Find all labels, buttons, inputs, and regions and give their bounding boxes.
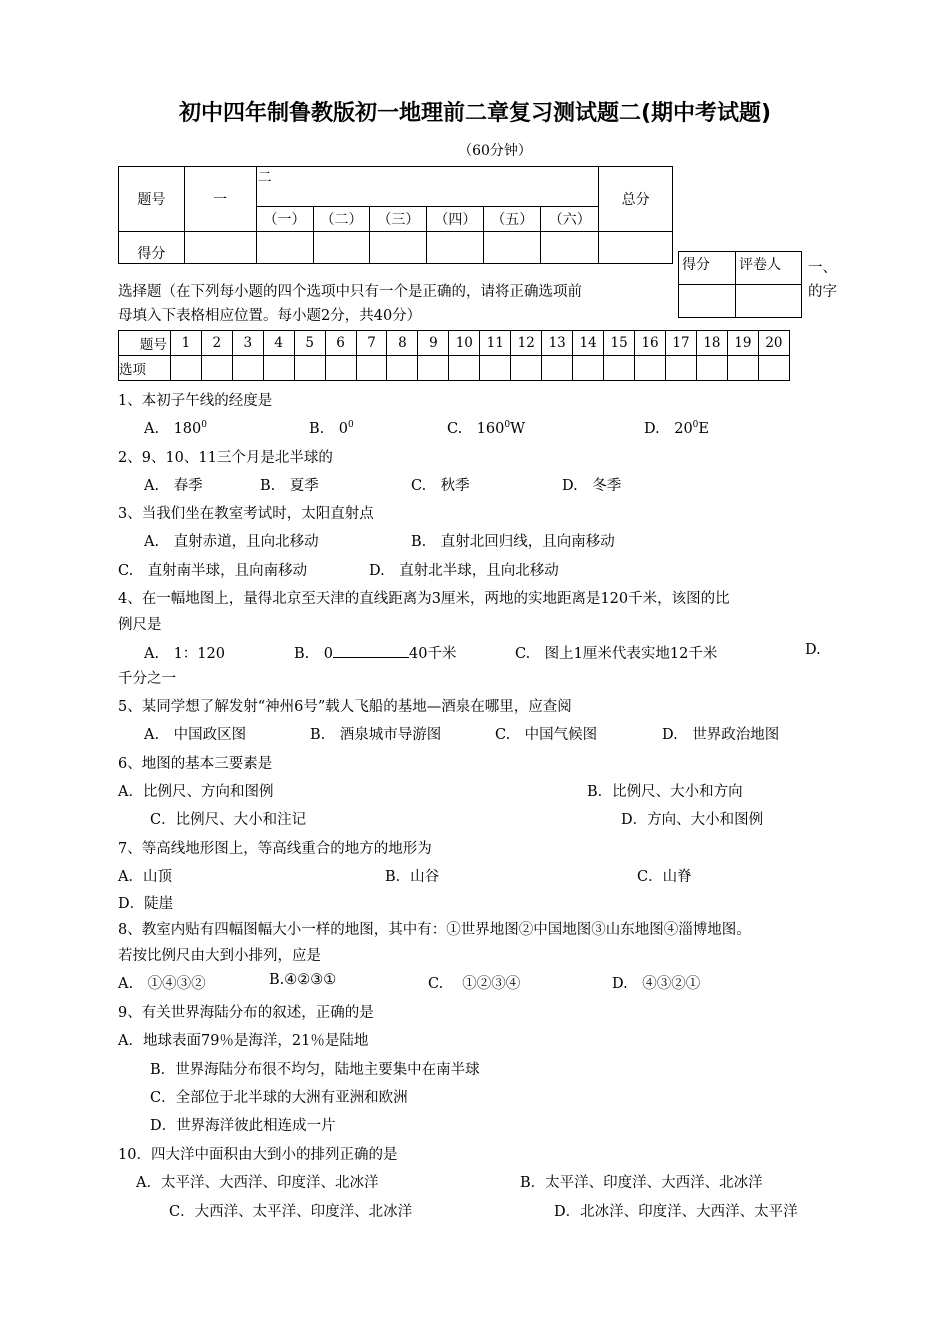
question-3-option-d: D. 直射北半球，且向北移动 xyxy=(369,563,559,579)
answer-table xyxy=(118,330,790,381)
answer-cell[interactable] xyxy=(232,356,263,381)
question-10-option-d: D．北冰洋、印度洋、大西洋、太平洋 xyxy=(554,1204,798,1220)
score-table-sub: （三） xyxy=(370,207,427,232)
answer-number: 7 xyxy=(356,331,387,356)
answer-number: 9 xyxy=(418,331,449,356)
answer-cell[interactable] xyxy=(294,356,325,381)
answer-number: 8 xyxy=(387,331,418,356)
answer-number: 14 xyxy=(573,331,604,356)
section-instruction: 选择题（在下列每小题的四个选项中只有一个是正确的，请将正确选项前 xyxy=(118,284,582,300)
question-10-stem: 10．四大洋中面积由大到小的排列正确的是 xyxy=(118,1147,398,1163)
section-number: 一、 xyxy=(808,260,837,276)
question-6-option-a: A．比例尺、方向和图例 xyxy=(118,784,274,800)
section-instruction: 母填入下表格相应位置。每小题2分，共40分） xyxy=(118,308,422,324)
score-table-sub: （二） xyxy=(313,207,370,232)
question-9-stem: 9、有关世界海陆分布的叙述，正确的是 xyxy=(118,1005,374,1021)
question-2-option-b: B. 夏季 xyxy=(260,478,319,494)
answer-cell[interactable] xyxy=(727,356,758,381)
grader-score-cell[interactable] xyxy=(679,285,736,318)
answer-cell[interactable] xyxy=(573,356,604,381)
question-8-stem: 8、教室内贴有四幅图幅大小一样的地图，其中有：①世界地图②中国地图③山东地图④淄博地图。 xyxy=(118,922,751,938)
question-7-option-d: D．陡崖 xyxy=(118,896,174,912)
question-6-option-c: C．比例尺、大小和注记 xyxy=(150,812,307,828)
score-table-sub: （四） xyxy=(427,207,484,232)
question-3-stem: 3、当我们坐在教室考试时，太阳直射点 xyxy=(118,506,374,522)
question-2-option-d: D. 冬季 xyxy=(562,478,622,494)
question-1-stem: 1、本初子午线的经度是 xyxy=(118,393,273,409)
question-7-option-b: B．山谷 xyxy=(385,869,440,885)
answer-cell[interactable] xyxy=(758,356,789,381)
score-table-total: 总分 xyxy=(599,167,673,232)
answer-number: 11 xyxy=(480,331,511,356)
answer-number: 13 xyxy=(542,331,573,356)
grader-box xyxy=(678,251,802,318)
score-table-sub: （六） xyxy=(541,207,599,232)
score-table-sub: （一） xyxy=(256,207,313,232)
question-2-option-c: C. 秋季 xyxy=(411,478,470,494)
question-5-stem: 5、某同学想了解发射“神州6号”载人飞船的基地—酒泉在哪里，应查阅 xyxy=(118,699,572,715)
question-4-stem: 例尺是 xyxy=(118,617,162,633)
score-table-sub: （五） xyxy=(484,207,541,232)
question-5-option-c: C. 中国气候图 xyxy=(495,727,598,743)
answer-number: 17 xyxy=(666,331,697,356)
answer-number: 20 xyxy=(758,331,789,356)
answer-number: 6 xyxy=(325,331,356,356)
question-4-option-a: A. 1：120 xyxy=(144,646,225,662)
answer-number: 1 xyxy=(170,331,201,356)
question-5-option-a: A. 中国政区图 xyxy=(144,727,247,743)
answer-cell[interactable] xyxy=(170,356,201,381)
question-5-option-d: D. 世界政治地图 xyxy=(662,727,780,743)
question-7-stem: 7、等高线地形图上，等高线重合的地方的地形为 xyxy=(118,841,432,857)
score-cell[interactable] xyxy=(370,232,427,264)
answer-cell[interactable] xyxy=(325,356,356,381)
question-3-option-b: B. 直射北回归线，且向南移动 xyxy=(411,534,615,550)
question-1-option-d: D. $20^0E$ xyxy=(644,420,709,437)
score-cell[interactable] xyxy=(484,232,541,264)
answer-table-row-label: 选项 xyxy=(119,356,171,381)
score-cell[interactable] xyxy=(256,232,313,264)
question-4-option-b: B. 0 40千米 xyxy=(294,646,457,662)
answer-cell[interactable] xyxy=(449,356,480,381)
answer-cell[interactable] xyxy=(511,356,542,381)
answer-number: 4 xyxy=(263,331,294,356)
question-5-option-b: B. 酒泉城市导游图 xyxy=(310,727,442,743)
grader-box-grader: 评卷人 xyxy=(736,252,802,285)
answer-cell[interactable] xyxy=(418,356,449,381)
score-cell[interactable] xyxy=(427,232,484,264)
answer-cell[interactable] xyxy=(387,356,418,381)
question-8-option-c: C. ①②③④ xyxy=(428,976,521,992)
answer-number: 15 xyxy=(604,331,635,356)
answer-number: 2 xyxy=(201,331,232,356)
answer-number: 12 xyxy=(511,331,542,356)
answer-cell[interactable] xyxy=(480,356,511,381)
question-10-option-a: A．太平洋、大西洋、印度洋、北冰洋 xyxy=(136,1175,379,1191)
question-7-option-c: C．山脊 xyxy=(637,869,692,885)
question-2-stem: 2、9、10、11三个月是北半球的 xyxy=(118,450,333,466)
score-table-section-1: 一 xyxy=(184,167,256,232)
score-table-tihao: 题号 xyxy=(119,167,185,232)
question-6-option-d: D．方向、大小和图例 xyxy=(621,812,764,828)
page-title: 初中四年制鲁教版初一地理前二章复习测试题二(期中考试题) xyxy=(178,101,772,126)
question-8-option-b: B.④②③① xyxy=(269,972,337,988)
question-4-option-c: C. 图上1厘米代表实地12千米 xyxy=(515,646,718,662)
question-3-option-a: A. 直射赤道，且向北移动 xyxy=(144,534,319,550)
answer-cell[interactable] xyxy=(542,356,573,381)
question-8-stem: 若按比例尺由大到小排列，应是 xyxy=(118,948,321,964)
question-4-option-d: D. xyxy=(805,642,821,658)
grader-box-score: 得分 xyxy=(679,252,736,285)
question-7-option-a: A．山顶 xyxy=(118,869,172,885)
answer-number: 19 xyxy=(727,331,758,356)
question-1-option-b: B. $0^0$ xyxy=(309,420,354,437)
question-10-option-b: B．太平洋、印度洋、大西洋、北冰洋 xyxy=(520,1175,763,1191)
score-cell[interactable] xyxy=(599,232,673,264)
answer-cell[interactable] xyxy=(666,356,697,381)
question-9-option-d: D．世界海洋彼此相连成一片 xyxy=(150,1118,336,1134)
question-3-option-c: C. 直射南半球，且向南移动 xyxy=(118,563,308,579)
answer-number: 5 xyxy=(294,331,325,356)
question-9-option-b: B．世界海陆分布很不均匀，陆地主要集中在南半球 xyxy=(150,1062,480,1078)
answer-cell[interactable] xyxy=(356,356,387,381)
score-cell[interactable] xyxy=(313,232,370,264)
section-instruction-tail: 的字 xyxy=(808,284,837,300)
answer-number: 18 xyxy=(696,331,727,356)
grader-name-cell[interactable] xyxy=(736,285,802,318)
score-table-section-2: 二 xyxy=(256,167,599,207)
answer-cell[interactable] xyxy=(604,356,635,381)
question-4-stem: 4、在一幅地图上，量得北京至天津的直线距离为3厘米，两地的实地距离是120千米，该图的比 xyxy=(118,591,730,607)
answer-cell[interactable] xyxy=(635,356,666,381)
question-9-option-a: A．地球表面79％是海洋，21％是陆地 xyxy=(118,1033,369,1049)
question-1-option-c: C. $160^0W$ xyxy=(447,420,526,437)
question-4-option-d-text: 千分之一 xyxy=(118,671,176,687)
question-8-option-d: D. ④③②① xyxy=(612,976,701,992)
question-9-option-c: C．全部位于北半球的大洲有亚洲和欧洲 xyxy=(150,1090,408,1106)
question-2-option-a: A. 春季 xyxy=(144,478,203,494)
answer-cell[interactable] xyxy=(263,356,294,381)
answer-number: 16 xyxy=(635,331,666,356)
answer-table-header: 题号 xyxy=(119,331,171,356)
answer-cell[interactable] xyxy=(201,356,232,381)
question-10-option-c: C．大西洋、太平洋、印度洋、北冰洋 xyxy=(169,1204,413,1220)
time-limit: （60分钟） xyxy=(458,143,532,159)
question-6-stem: 6、地图的基本三要素是 xyxy=(118,756,273,772)
answer-number: 10 xyxy=(449,331,480,356)
answer-cell[interactable] xyxy=(696,356,727,381)
score-table-defen: 得分 xyxy=(119,232,185,264)
question-6-option-b: B．比例尺、大小和方向 xyxy=(587,784,743,800)
question-1-option-a: A. $180^0$ xyxy=(144,420,207,437)
score-cell[interactable] xyxy=(184,232,256,264)
score-table xyxy=(118,166,673,264)
answer-number: 3 xyxy=(232,331,263,356)
question-8-option-a: A. ①④③② xyxy=(118,976,206,992)
score-cell[interactable] xyxy=(541,232,599,264)
